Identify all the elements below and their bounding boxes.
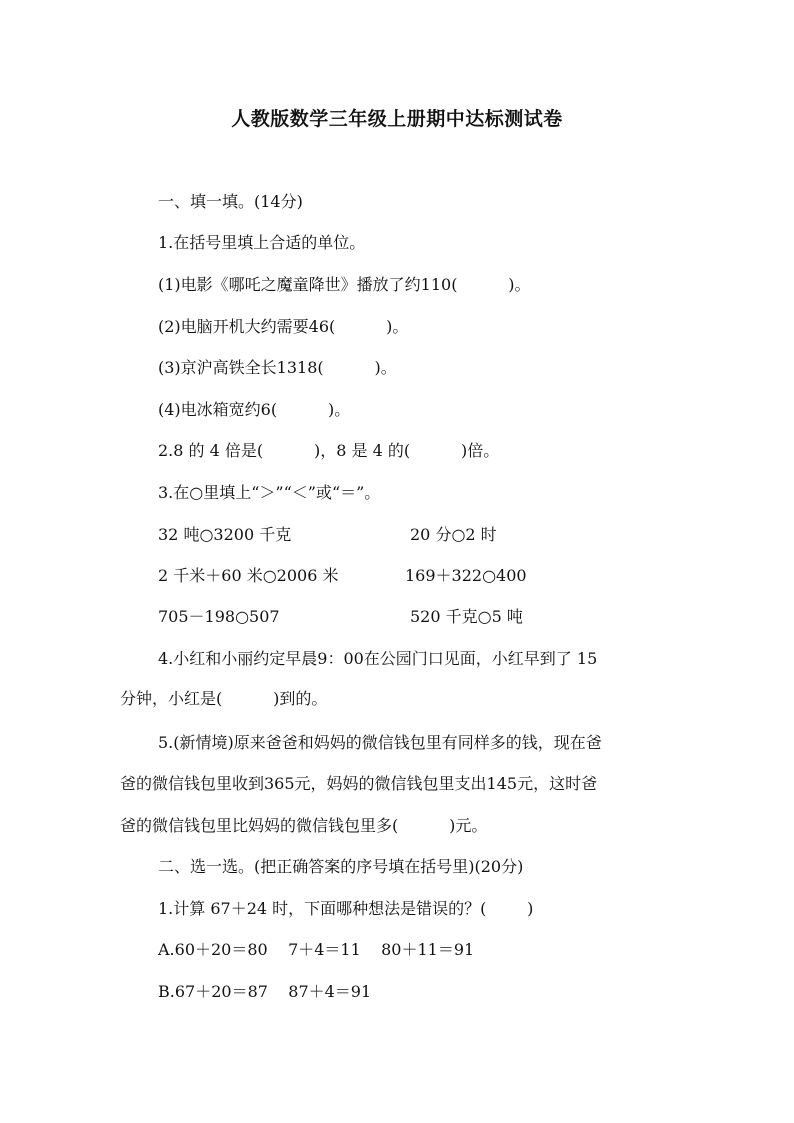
s2-q1-option-a: A.60＋20＝80 7＋4＝11 80＋11＝91: [158, 940, 475, 959]
s2-q1-option-b: B.67＋20＝87 87＋4＝91: [158, 982, 372, 1001]
q3-row2-right: 169＋322○400: [405, 566, 527, 585]
q4-line2: 分钟，小红是( )到的。: [120, 689, 328, 708]
q1-stem: 1.在括号里填上合适的单位。: [158, 233, 366, 252]
section1-heading: 一、填一填。(14分): [158, 192, 303, 211]
q5-line2: 爸的微信钱包里收到365元，妈妈的微信钱包里支出145元，这时爸: [120, 774, 598, 793]
q3-row1-right: 20 分○2 时: [410, 525, 497, 544]
q1-item-3: (3)京沪高铁全长1318( )。: [158, 358, 397, 377]
q5-line1: 5.(新情境)原来爸爸和妈妈的微信钱包里有同样多的钱，现在爸: [158, 733, 602, 752]
section2-heading: 二、选一选。(把正确答案的序号填在括号里)(20分): [158, 857, 524, 876]
q3-row2-left: 2 千米＋60 米○2006 米: [158, 566, 339, 585]
q3-row1-left: 32 吨○3200 千克: [158, 525, 292, 544]
q1-item-1: (1)电影《哪吒之魔童降世》播放了约110( )。: [158, 275, 531, 294]
q4-line1: 4.小红和小丽约定早晨9：00在公园门口见面，小红早到了 15: [158, 649, 598, 668]
q3-stem: 3.在○里填上“＞”“＜”或“＝”。: [158, 483, 381, 502]
q3-row3-right: 520 千克○5 吨: [410, 607, 523, 626]
q1-item-2: (2)电脑开机大约需要46( )。: [158, 317, 409, 336]
q3-row3-left: 705－198○507: [158, 607, 280, 626]
q2-text: 2.8 的 4 倍是( )，8 是 4 的( )倍。: [158, 441, 500, 460]
s2-q1-stem: 1.计算 67＋24 时，下面哪种想法是错误的？( ): [158, 899, 534, 918]
q5-line3: 爸的微信钱包里比妈妈的微信钱包里多( )元。: [120, 816, 488, 835]
q1-item-4: (4)电冰箱宽约6( )。: [158, 400, 351, 419]
page-title: 人教版数学三年级上册期中达标测试卷: [231, 108, 563, 130]
